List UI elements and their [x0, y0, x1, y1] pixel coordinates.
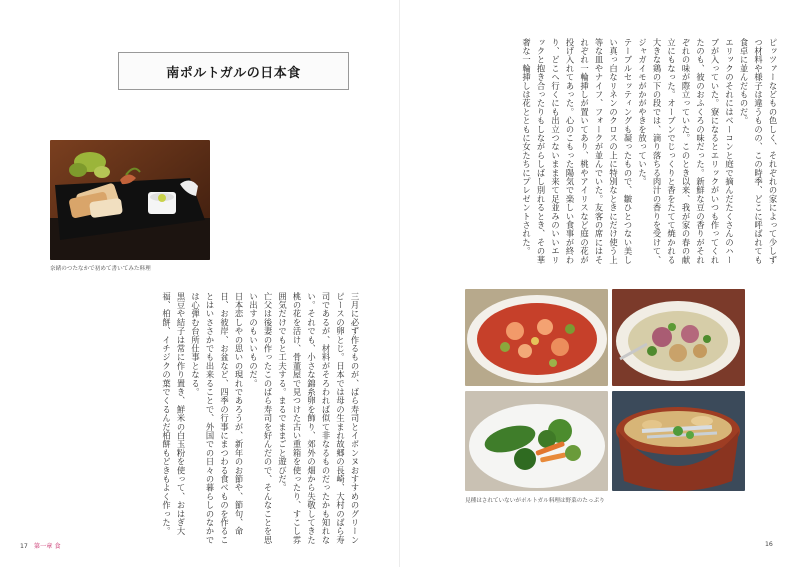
octopus-dish-image	[612, 289, 745, 386]
right-paragraph-2: エリックのそれにはベーコンと庭で摘んだたくさんのハーブが入っていた。寮になるとエリックがいつも作ってくれたのも、彼のおふくろの味だった。新鮮な豆の香りがそれぞれの味が際立っていた。このとき以来、我が家の春の献立にもなった。オーブンでじっくりと香をたてて焼かれる大きな鶏の下の段では、滴り落ちる肉汁の香りを受けて、ジャガイモがかがやきを放っていた。	[637, 38, 735, 265]
left-page-number: 17	[20, 543, 28, 550]
right-paragraph-3: テーブルセッティングも凝ったもので、皺ひとつない美しい真っ白なリネンのクロスの上に特別なときにだけ使う上等な皿やナイフ、フォークが並んでいた。友客の席にはそれぞれ一輪挿しが置いてあり、桃やアイリスなど庭の花が投げ入れてあった。心のこもった陽気で楽しい食事が終わり、どこへ行くにも出立つないまま来て足並みのいいエリックと抱き合ったりもしながらしばし別れるとき、その華奢な一輪挿しは花とともに女たちにプレゼントされた。	[521, 38, 633, 265]
sushi-plate-image	[50, 140, 210, 260]
left-paragraph-1: 三月に必ず作るものが、ばら寿司とイボンヌおすすめのグリーンピースの卵とじ。日本では母の生まれ故郷の長崎、大村のばら寿司であるが、材料がそろわれば似て非なるものだったかも知れない。それでも、小さな錦糸卵を飾り、郊外の畑から失敬してきた桃の花を活け、骨董屋で見つけた古い重箱を使ったり、すこし雰囲気だけでもと工夫する。まるでままごと遊びだ。	[277, 292, 360, 545]
left-paragraph-3: 日本恋しやの思いの現れであろうが、新年のお節や、節句、命日、お彼岸、お盆など、四季の行事にまつわる食べものを作ることはいささかでも出来ることで、外国での日々の暮らしのなかでは心弾む台所仕事となる。	[190, 292, 244, 545]
right-page	[400, 0, 800, 567]
clay-pot-fish-photo	[612, 391, 745, 491]
right-page-number: 16	[765, 541, 773, 548]
left-paragraph-4: 黒豆や結子は常に作り置き、鮮米の白玉粉を使って、おはぎ大福、柏餅、イチジクの葉でくるんだ柏餅もどきもよく作った。	[161, 292, 186, 536]
clay-pot-fish-image	[612, 391, 745, 491]
vegetable-plate-photo	[465, 391, 608, 491]
page-title: 南ポルトガルの日本食	[166, 65, 301, 81]
seafood-stew-photo	[465, 289, 608, 386]
chapter-label: 第一章 食	[33, 543, 61, 550]
sushi-plate-photo	[50, 140, 210, 260]
title-box	[118, 52, 349, 90]
left-body-text	[22, 292, 362, 552]
seafood-stew-image	[465, 289, 608, 386]
octopus-dish-photo	[612, 289, 745, 386]
left-page-number-block	[20, 541, 61, 550]
photos-caption: 見種はされていないがポルトガル料理は野菜のたっぷり	[465, 498, 605, 504]
right-paragraph-1: ピッツァーなどもの色しく、それぞれの家によって少しずつ材料や様子は違うものの、この時季、どこに呼ばれても食卓に並んだものだ。	[739, 38, 778, 265]
left-paragraph-2: 亡父は後妻の作ったこのばら寿司を好んだので、そんなことを思い出すのもいいものだ。	[248, 292, 273, 545]
vegetable-plate-image	[465, 391, 608, 491]
right-body-text	[460, 38, 780, 270]
photo-caption: 奈緒のつたなかで初めて書いてみた料理	[50, 266, 151, 272]
